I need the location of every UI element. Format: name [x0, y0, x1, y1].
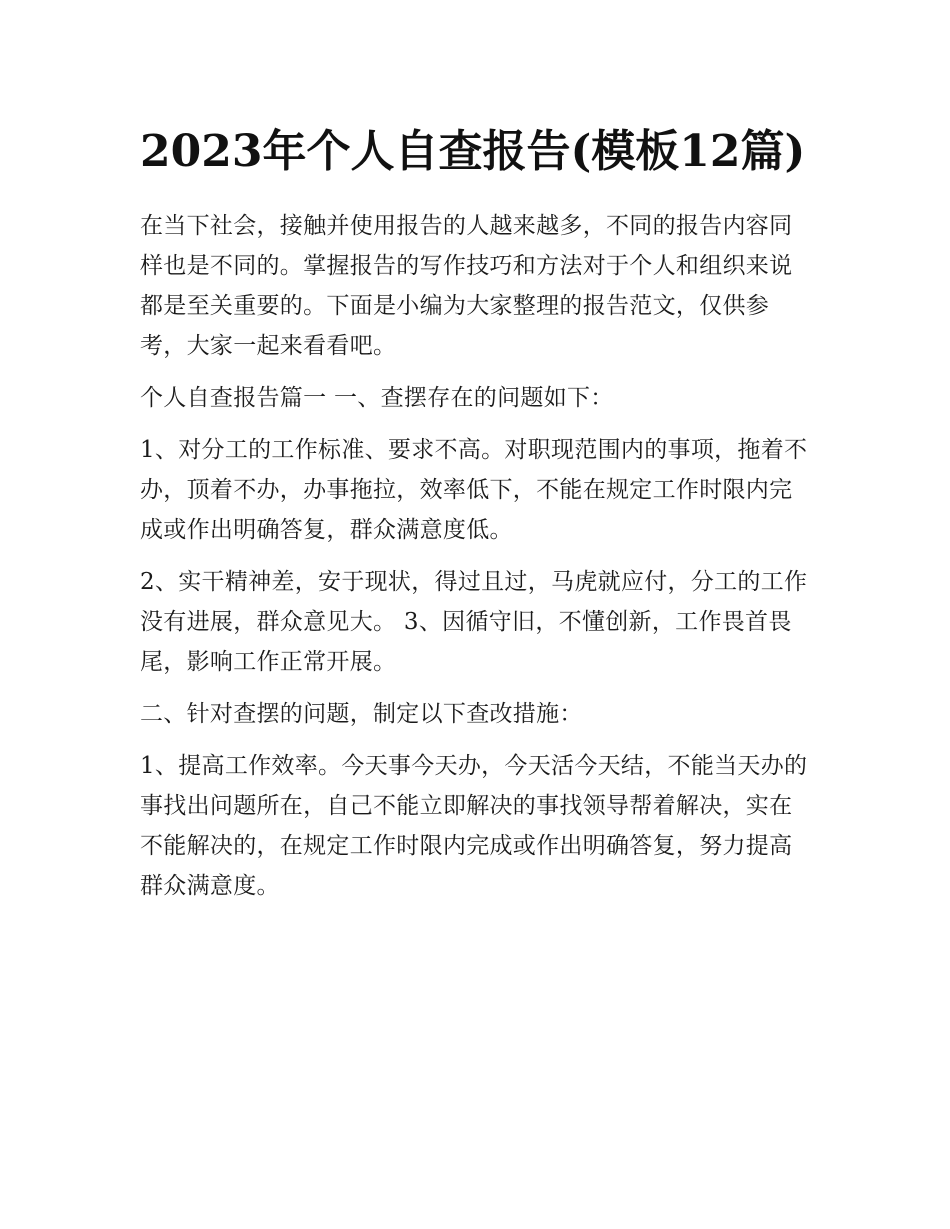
problem-item-2-3: 2、实干精神差，安于现状，得过且过，马虎就应付，分工的工作没有进展，群众意见大。 3、因循守旧，不懂创新，工作畏首畏尾，影响工作正常开展。 — [140, 569, 808, 675]
problem-item-1: 1、对分工的工作标准、要求不高。对职现范围内的事项，拖着不办，顶着不办，办事拖拉，效率低下，不能在规定工作时限内完成或作出明确答复，群众满意度低。 — [140, 437, 808, 543]
section-two-heading: 二、针对查摆的问题，制定以下查改措施： — [140, 701, 583, 727]
document-content — [140, 116, 815, 906]
document-title: 2023年个人自查报告(模板12篇) — [140, 126, 806, 177]
section-one-heading: 个人自查报告篇一 一、查摆存在的问题如下： — [140, 385, 614, 411]
intro-paragraph: 在当下社会，接触并使用报告的人越来越多，不同的报告内容同样也是不同的。掌握报告的写作技巧和方法对于个人和组织来说都是至关重要的。下面是小编为大家整理的报告范文，仅供参考，大家一起来看看吧。 — [140, 213, 793, 359]
measure-item-1: 1、提高工作效率。今天事今天办，今天活今天结，不能当天办的事找出问题所在，自己不能立即解决的事找领导帮着解决，实在不能解决的，在规定工作时限内完成或作出明确答复，努力提高群众满意度。 — [140, 753, 808, 899]
